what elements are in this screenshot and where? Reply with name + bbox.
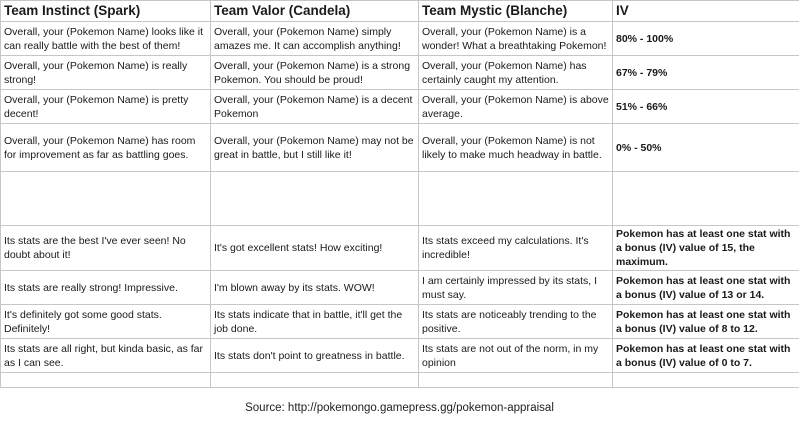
instinct-stat-cell: Its stats are really strong! Impressive. xyxy=(1,271,211,305)
table-row xyxy=(1,22,799,56)
iv-range-cell: 80% - 100% xyxy=(613,22,799,56)
table-row xyxy=(1,339,799,373)
iv-range-cell: 51% - 66% xyxy=(613,90,799,124)
mystic-stat-cell: Its stats are not out of the norm, in my opinion xyxy=(419,339,613,373)
instinct-overall-cell: Overall, your (Pokemon Name) is pretty decent! xyxy=(1,90,211,124)
header-row xyxy=(1,1,799,22)
instinct-stat-cell: Its stats are the best I've ever seen! No doubt about it! xyxy=(1,226,211,271)
mystic-stat-cell: Its stats exceed my calculations. It's incredible! xyxy=(419,226,613,271)
mystic-overall-cell: Overall, your (Pokemon Name) has certainly caught my attention. xyxy=(419,56,613,90)
source-caption: Source: http://pokemongo.gamepress.gg/pokemon-appraisal xyxy=(245,402,554,414)
instinct-stat-cell: It's definitely got some good stats. Definitely! xyxy=(1,305,211,339)
valor-stat-cell: I'm blown away by its stats. WOW! xyxy=(211,271,419,305)
instinct-stat-cell: Its stats are all right, but kinda basic, as far as I can see. xyxy=(1,339,211,373)
header-iv: IV xyxy=(613,1,799,22)
valor-overall-cell: Overall, your (Pokemon Name) simply amazes me. It can accomplish anything! xyxy=(211,22,419,56)
instinct-overall-cell: Overall, your (Pokemon Name) has room for improvement as far as battling goes. xyxy=(1,124,211,172)
iv-bonus-cell: Pokemon has at least one stat with a bonus (IV) value of 15, the maximum. xyxy=(613,226,799,271)
header-team-mystic: Team Mystic (Blanche) xyxy=(419,1,613,22)
header-team-valor: Team Valor (Candela) xyxy=(211,1,419,22)
iv-range-cell: 67% - 79% xyxy=(613,56,799,90)
mystic-stat-cell: I am certainly impressed by its stats, I must say. xyxy=(419,271,613,305)
table-row xyxy=(1,305,799,339)
mystic-overall-cell: Overall, your (Pokemon Name) is above average. xyxy=(419,90,613,124)
empty-row xyxy=(1,373,799,388)
valor-overall-cell: Overall, your (Pokemon Name) is a strong Pokemon. You should be proud! xyxy=(211,56,419,90)
valor-overall-cell: Overall, your (Pokemon Name) is a decent Pokemon xyxy=(211,90,419,124)
valor-overall-cell: Overall, your (Pokemon Name) may not be great in battle, but I still like it! xyxy=(211,124,419,172)
empty-row xyxy=(1,172,799,226)
mystic-overall-cell: Overall, your (Pokemon Name) is not likely to make much headway in battle. xyxy=(419,124,613,172)
table-row xyxy=(1,56,799,90)
valor-stat-cell: It's got excellent stats! How exciting! xyxy=(211,226,419,271)
table-row xyxy=(1,90,799,124)
mystic-stat-cell: Its stats are noticeably trending to the positive. xyxy=(419,305,613,339)
iv-bonus-cell: Pokemon has at least one stat with a bonus (IV) value of 8 to 12. xyxy=(613,305,799,339)
iv-bonus-cell: Pokemon has at least one stat with a bonus (IV) value of 0 to 7. xyxy=(613,339,799,373)
valor-stat-cell: Its stats indicate that in battle, it'll get the job done. xyxy=(211,305,419,339)
valor-stat-cell: Its stats don't point to greatness in battle. xyxy=(211,339,419,373)
instinct-overall-cell: Overall, your (Pokemon Name) looks like it can really battle with the best of them! xyxy=(1,22,211,56)
instinct-overall-cell: Overall, your (Pokemon Name) is really strong! xyxy=(1,56,211,90)
table-row xyxy=(1,124,799,172)
table-row xyxy=(1,226,799,271)
header-team-instinct: Team Instinct (Spark) xyxy=(1,1,211,22)
iv-bonus-cell: Pokemon has at least one stat with a bonus (IV) value of 13 or 14. xyxy=(613,271,799,305)
iv-range-cell: 0% - 50% xyxy=(613,124,799,172)
table-row xyxy=(1,271,799,305)
mystic-overall-cell: Overall, your (Pokemon Name) is a wonder! What a breathtaking Pokemon! xyxy=(419,22,613,56)
